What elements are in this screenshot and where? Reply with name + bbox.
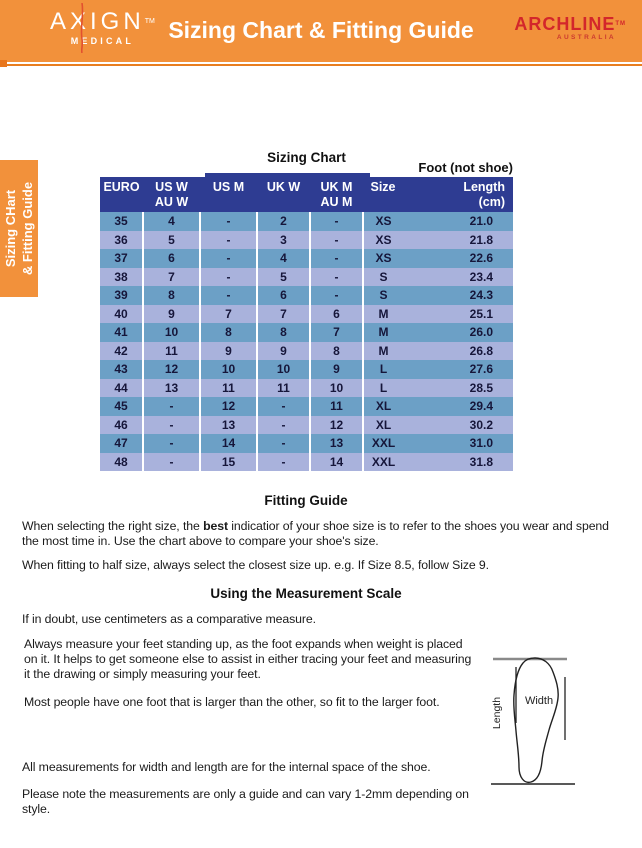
- table-cell: 31.8: [403, 453, 513, 472]
- column-header-ukw: UK W: [257, 177, 310, 212]
- table-cell: 47: [100, 434, 143, 453]
- table-row: [100, 379, 513, 398]
- header-divider-left-cap: [0, 60, 7, 67]
- table-cell: 8: [143, 286, 200, 305]
- table-cell: -: [143, 397, 200, 416]
- table-row: [100, 453, 513, 472]
- table-cell: 24.3: [403, 286, 513, 305]
- sidebar-tab: [0, 160, 38, 297]
- axign-logo-text: [50, 9, 155, 35]
- table-cell: 26.0: [403, 323, 513, 342]
- table-cell: S: [363, 286, 403, 305]
- measurement-paragraph-4: All measurements for width and length are for the internal space of the shoe.: [22, 760, 431, 774]
- table-cell: 14: [310, 453, 363, 472]
- archline-logo: [514, 15, 626, 41]
- table-cell: 42: [100, 342, 143, 361]
- table-cell: 30.2: [403, 416, 513, 435]
- table-cell: -: [257, 416, 310, 435]
- table-cell: 6: [310, 305, 363, 324]
- foot-not-shoe-label: Foot (not shoe): [418, 160, 513, 175]
- table-cell: 10: [143, 323, 200, 342]
- foot-measurement-diagram: [483, 645, 583, 795]
- table-cell: XL: [363, 397, 403, 416]
- table-row: [100, 360, 513, 379]
- table-cell: 6: [257, 286, 310, 305]
- table-cell: 4: [257, 249, 310, 268]
- page-title: Sizing Chart & Fitting Guide: [168, 17, 474, 43]
- table-row: [100, 286, 513, 305]
- paragraph-text: When selecting the right size, the: [22, 519, 204, 533]
- table-cell: 39: [100, 286, 143, 305]
- axign-tm: TM: [144, 18, 155, 25]
- sidebar-tab-label: [0, 160, 38, 297]
- fitting-guide-heading: Fitting Guide: [264, 493, 348, 508]
- table-cell: -: [143, 434, 200, 453]
- table-cell: 8: [310, 342, 363, 361]
- table-cell: -: [310, 286, 363, 305]
- table-row: [100, 268, 513, 287]
- table-cell: 31.0: [403, 434, 513, 453]
- table-cell: 12: [200, 397, 257, 416]
- column-header-usm: US M: [200, 177, 257, 212]
- table-cell: 35: [100, 212, 143, 231]
- table-cell: 9: [143, 305, 200, 324]
- table-cell: 7: [310, 323, 363, 342]
- column-header-length: Length (cm): [403, 177, 513, 212]
- table-row: [100, 231, 513, 250]
- table-row: [100, 416, 513, 435]
- table-cell: 11: [257, 379, 310, 398]
- table-cell: 21.0: [403, 212, 513, 231]
- table-header-row: [100, 177, 513, 212]
- column-header-euro: EURO: [100, 177, 143, 212]
- archline-text: ARCHLINE: [514, 14, 616, 34]
- table-cell: 6: [143, 249, 200, 268]
- table-cell: 10: [200, 360, 257, 379]
- table-cell: 43: [100, 360, 143, 379]
- table-cell: 15: [200, 453, 257, 472]
- table-cell: 7: [200, 305, 257, 324]
- table-cell: 8: [200, 323, 257, 342]
- table-cell: 21.8: [403, 231, 513, 250]
- table-cell: 9: [200, 342, 257, 361]
- table-cell: 13: [310, 434, 363, 453]
- table-cell: 27.6: [403, 360, 513, 379]
- table-cell: 5: [143, 231, 200, 250]
- sizing-chart-heading: Sizing Chart: [267, 150, 346, 165]
- measurement-paragraph-1: If in doubt, use centimeters as a comparative measure.: [22, 612, 316, 626]
- table-cell: 5: [257, 268, 310, 287]
- table-cell: XL: [363, 416, 403, 435]
- column-header-usw: US W AU W: [143, 177, 200, 212]
- table-cell: 2: [257, 212, 310, 231]
- table-cell: XS: [363, 231, 403, 250]
- table-cell: 41: [100, 323, 143, 342]
- table-cell: -: [200, 231, 257, 250]
- measurement-paragraph-3: Most people have one foot that is larger than the other, so fit to the larger foot.: [24, 695, 440, 709]
- table-cell: 9: [310, 360, 363, 379]
- table-cell: 10: [257, 360, 310, 379]
- fitting-guide-paragraph-2: When fitting to half size, always select the closest size up. e.g. If Size 8.5, follow Size 9.: [22, 558, 489, 572]
- table-cell: 11: [310, 397, 363, 416]
- table-row: [100, 305, 513, 324]
- archline-tm: TM: [615, 21, 626, 27]
- table-cell: S: [363, 268, 403, 287]
- table-cell: 44: [100, 379, 143, 398]
- table-cell: 12: [310, 416, 363, 435]
- table-cell: 37: [100, 249, 143, 268]
- table-cell: 7: [257, 305, 310, 324]
- table-cell: L: [363, 379, 403, 398]
- table-row: [100, 397, 513, 416]
- length-label: Length: [491, 696, 503, 730]
- table-cell: XXL: [363, 453, 403, 472]
- table-cell: M: [363, 323, 403, 342]
- table-cell: XS: [363, 249, 403, 268]
- table-cell: 11: [200, 379, 257, 398]
- table-row: [100, 323, 513, 342]
- fitting-guide-paragraph-1: [22, 519, 626, 549]
- archline-australia-text: AUSTRALIA: [556, 34, 616, 41]
- table-cell: 8: [257, 323, 310, 342]
- table-cell: 28.5: [403, 379, 513, 398]
- axign-logo: [50, 9, 155, 46]
- axign-wordmark: AXIGN: [50, 8, 145, 35]
- column-header-ukm: UK M AU M: [310, 177, 363, 212]
- sidebar-tab-line1: Sizing CHart: [3, 189, 18, 268]
- table-cell: 9: [257, 342, 310, 361]
- table-cell: 45: [100, 397, 143, 416]
- table-cell: XXL: [363, 434, 403, 453]
- foot-outline: [514, 658, 558, 782]
- table-cell: -: [200, 268, 257, 287]
- table-cell: 4: [143, 212, 200, 231]
- table-cell: 7: [143, 268, 200, 287]
- table-cell: 25.1: [403, 305, 513, 324]
- header-band: [0, 0, 642, 62]
- table-cell: L: [363, 360, 403, 379]
- table-cell: 3: [257, 231, 310, 250]
- table-cell: -: [310, 231, 363, 250]
- axign-medical-text: MEDICAL: [70, 36, 135, 46]
- table-cell: 23.4: [403, 268, 513, 287]
- table-cell: -: [310, 268, 363, 287]
- sidebar-tab-line2: & Fitting Guide: [20, 181, 35, 276]
- table-cell: -: [200, 212, 257, 231]
- table-cell: 12: [143, 360, 200, 379]
- paragraph-bold-text: best: [203, 519, 228, 533]
- table-cell: 38: [100, 268, 143, 287]
- table-cell: 13: [200, 416, 257, 435]
- table-cell: -: [143, 453, 200, 472]
- table-cell: 11: [143, 342, 200, 361]
- header-divider: [0, 64, 642, 66]
- table-cell: 36: [100, 231, 143, 250]
- table-cell: -: [257, 434, 310, 453]
- archline-wordmark: [514, 15, 626, 34]
- table-cell: -: [143, 416, 200, 435]
- table-cell: -: [200, 249, 257, 268]
- table-cell: -: [257, 397, 310, 416]
- table-cell: -: [310, 212, 363, 231]
- measurement-paragraph-5: Please note the measurements are only a guide and can vary 1-2mm depending on style.: [22, 787, 469, 816]
- table-cell: XS: [363, 212, 403, 231]
- table-cell: 10: [310, 379, 363, 398]
- table-cell: 14: [200, 434, 257, 453]
- table-cell: -: [257, 453, 310, 472]
- table-cell: 13: [143, 379, 200, 398]
- sizing-chart-table: [100, 177, 513, 471]
- table-cell: 46: [100, 416, 143, 435]
- table-cell: 22.6: [403, 249, 513, 268]
- table-cell: 48: [100, 453, 143, 472]
- table-row: [100, 342, 513, 361]
- width-label: Width: [524, 695, 554, 707]
- measurement-paragraph-2: Always measure your feet standing up, as the foot expands when weight is placed on it. It helps to get someone else to assist in either tracing your feet and measuring it the drawing or simply measuring your feet.: [24, 637, 472, 681]
- axign-red-line-icon: [78, 3, 86, 53]
- table-row: [100, 434, 513, 453]
- table-cell: 40: [100, 305, 143, 324]
- table-cell: M: [363, 305, 403, 324]
- table-cell: -: [310, 249, 363, 268]
- table-cell: M: [363, 342, 403, 361]
- table-row: [100, 212, 513, 231]
- table-cell: -: [200, 286, 257, 305]
- table-cell: 29.4: [403, 397, 513, 416]
- table-cell: 26.8: [403, 342, 513, 361]
- table-row: [100, 249, 513, 268]
- measurement-scale-heading: Using the Measurement Scale: [210, 586, 402, 601]
- column-header-size: Size: [363, 177, 403, 212]
- paragraph-text: indicatior of your shoe size is to refer to the shoes you wear and spend the most time in. Use the chart above to compare your shoe's size.: [22, 519, 609, 548]
